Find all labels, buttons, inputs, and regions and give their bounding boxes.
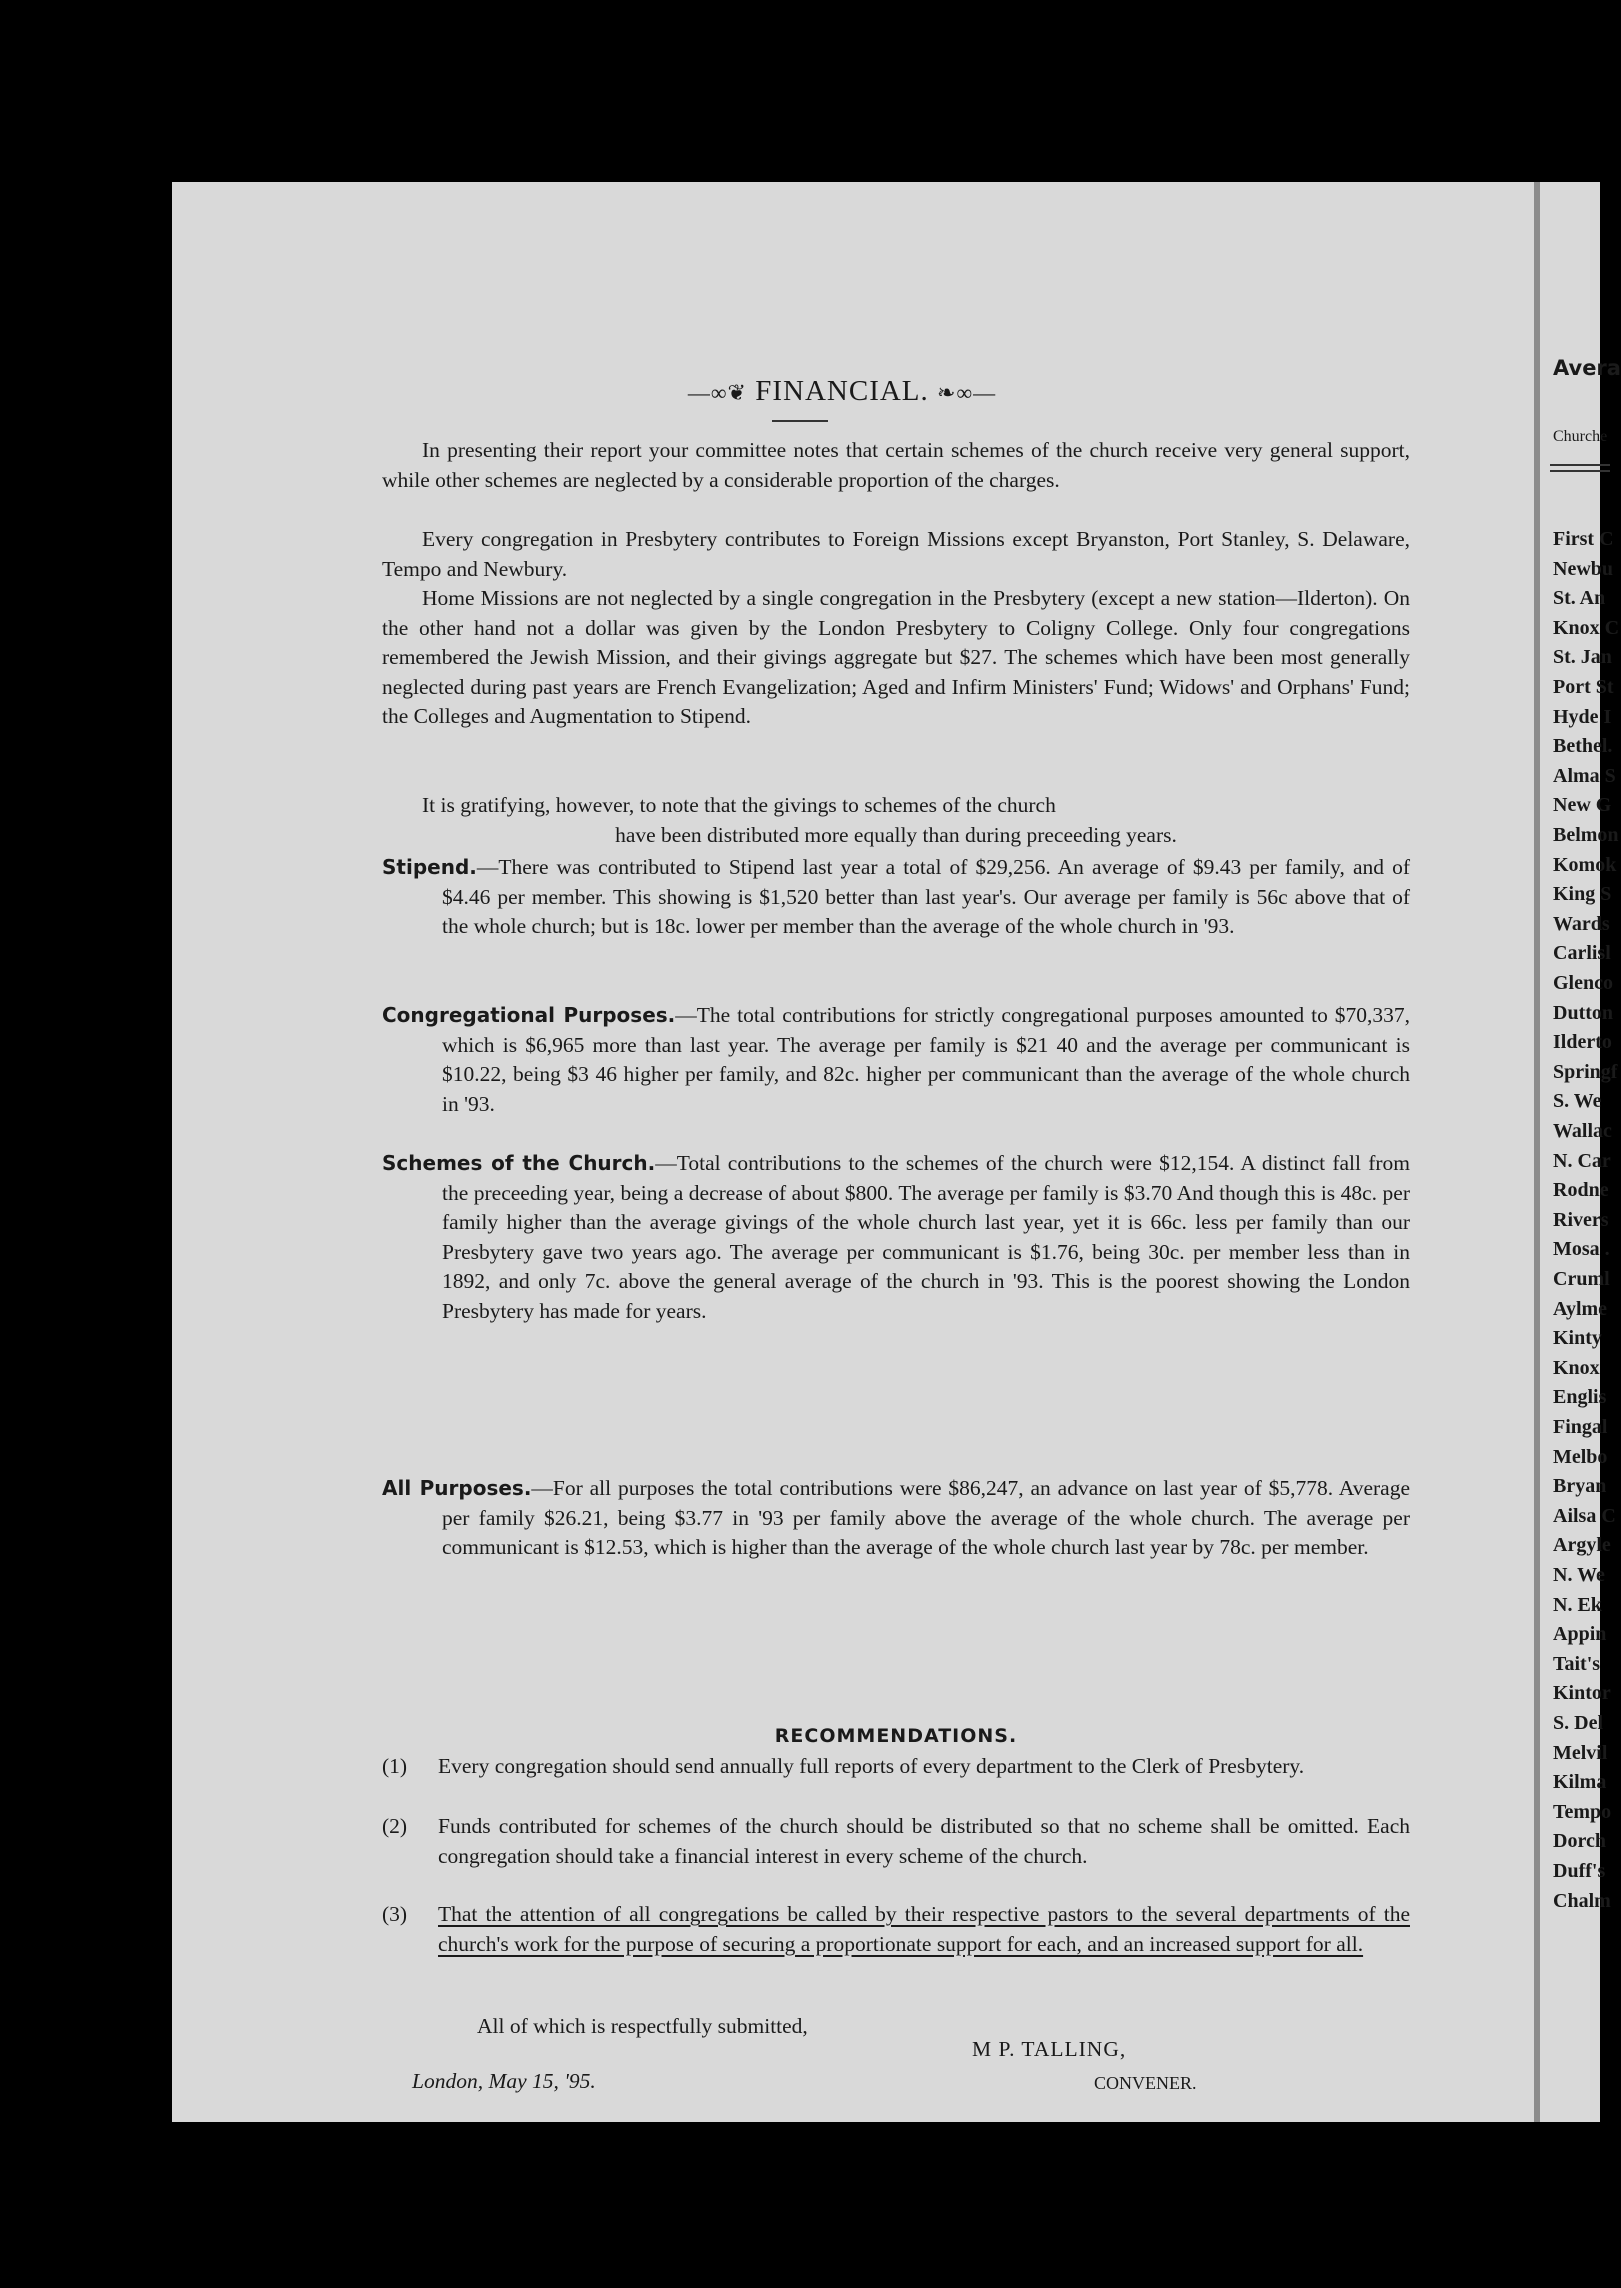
all-purposes-section bbox=[382, 1474, 1410, 1563]
schemes-section bbox=[382, 1149, 1410, 1327]
church-list-item: King S bbox=[1553, 883, 1612, 906]
heading-title: FINANCIAL. bbox=[755, 375, 929, 407]
submitted-line: All of which is respectfully submitted, bbox=[477, 2014, 808, 2038]
convener-label: CONVENER. bbox=[1094, 2073, 1197, 2093]
church-list-item: Rodne bbox=[1553, 1179, 1609, 1202]
church-list-item: Carlisl bbox=[1553, 942, 1611, 965]
recommendation-text: That the attention of all congregations be called by their respective pastors to the several departments of the church's work for the purpose of securing a proportionate support for each, and an increased support for all. bbox=[438, 1902, 1410, 1956]
right-page bbox=[1540, 182, 1621, 2122]
church-list-item: Glenco bbox=[1553, 972, 1613, 994]
church-list-item: Melbo bbox=[1553, 1445, 1608, 1468]
recommendations-title: RECOMMENDATIONS. bbox=[774, 1725, 1018, 1747]
gratifying-line-1: It is gratifying, however, to note that the givings to schemes of the church bbox=[422, 793, 1056, 817]
recommendation-number: (3) bbox=[382, 1902, 408, 1926]
church-list-item: Komok bbox=[1553, 853, 1617, 876]
stipend-text: —There was contributed to Stipend last year a total of $29,256. An average of $9.43 per family, and of $4.46 per member. This showing is $1,520 better than last year's. Our average per family is 56c above that of the whole church; but is 18c. lower per member than the average of the whole church in '93. bbox=[442, 855, 1410, 939]
church-list-item: Springf bbox=[1553, 1060, 1618, 1083]
left-page bbox=[172, 182, 1534, 2122]
church-list-item: New G bbox=[1553, 794, 1612, 817]
church-list-item: St. Jan bbox=[1553, 646, 1612, 669]
church-list-item: Wallac bbox=[1553, 1120, 1612, 1142]
church-list-item: Mosa . bbox=[1553, 1238, 1610, 1261]
signature: M P. TALLING, bbox=[972, 2037, 1127, 2061]
recommendation-text: Funds contributed for schemes of the church should be distributed so that no scheme shall be omitted. Each congregation should take a financial interest in every scheme of the church. bbox=[438, 1814, 1410, 1868]
recommendation-item bbox=[382, 1752, 1410, 1782]
church-list-item: Tait's bbox=[1553, 1652, 1601, 1675]
church-list-item: Bethel. bbox=[1553, 735, 1613, 758]
schemes-title: Schemes of the Church. bbox=[382, 1151, 656, 1175]
church-list-item: Melvil bbox=[1553, 1741, 1608, 1764]
church-list-item: Kilma bbox=[1553, 1771, 1607, 1794]
church-list-item: Appin bbox=[1553, 1623, 1607, 1646]
church-list-item: Bryan bbox=[1553, 1475, 1607, 1498]
recommendation-item bbox=[382, 1900, 1410, 1959]
church-list-item: Hyde I bbox=[1553, 705, 1612, 728]
ornament-left: —∞❦ bbox=[687, 380, 747, 405]
heading-rule bbox=[772, 420, 828, 422]
church-list-item: Cruml bbox=[1553, 1268, 1610, 1290]
church-list-item: Dutton bbox=[1553, 1001, 1614, 1024]
church-list-item: Rivers bbox=[1553, 1208, 1609, 1231]
church-list-item: Fingal bbox=[1553, 1416, 1608, 1438]
church-list-item: Port St bbox=[1553, 676, 1614, 698]
all-purposes-title: All Purposes. bbox=[382, 1476, 532, 1500]
church-list-item: Knox C bbox=[1553, 616, 1620, 639]
right-rule bbox=[1550, 464, 1610, 466]
stipend-section bbox=[382, 853, 1410, 942]
church-list-item: N. We bbox=[1553, 1564, 1605, 1586]
church-list-item: S. We bbox=[1553, 1090, 1602, 1113]
document-page bbox=[172, 182, 1621, 2122]
church-list-item: Argyle bbox=[1553, 1534, 1611, 1557]
schemes-text: —Total contributions to the schemes of the church were $12,154. A distinct fall from the preceeding year, being a decrease of about $800. The average per family is $3.70 And though this is 48c. per family higher than the average givings of the whole church last year, yet it is 66c. less per family than our Presbytery gave two years ago. The average per communicant is $1.76, being 30c. per member less than in 1892, and only 7c. above the general average of the church in '93. This is the poorest showing the London Presbytery has made for years. bbox=[442, 1151, 1410, 1323]
section-heading bbox=[642, 375, 1042, 408]
church-list-item: St. An bbox=[1553, 587, 1606, 610]
church-list-item: Wards bbox=[1553, 912, 1610, 935]
church-list-item: Belmon bbox=[1553, 824, 1619, 846]
church-list-item: Knox bbox=[1553, 1356, 1600, 1379]
recommendation-number: (2) bbox=[382, 1814, 408, 1838]
stipend-title: Stipend. bbox=[382, 855, 477, 879]
place-date: London, May 15, '95. bbox=[412, 2069, 596, 2093]
church-list-item: Dorch bbox=[1553, 1830, 1606, 1853]
church-list-item: S. Del bbox=[1553, 1712, 1603, 1734]
church-list-item: Alma S bbox=[1553, 764, 1616, 787]
ornament-right: ❧∞— bbox=[937, 380, 997, 405]
church-list-item: Ilderto bbox=[1553, 1031, 1612, 1054]
congregational-title: Congregational Purposes. bbox=[382, 1003, 676, 1027]
church-list-item: Aylme bbox=[1553, 1297, 1608, 1320]
church-list-item: Ailsa C bbox=[1553, 1504, 1616, 1527]
gratifying-line-2: have been distributed more equally than during preceeding years. bbox=[615, 823, 1177, 847]
church-list-item: Kinty bbox=[1553, 1327, 1602, 1350]
congregational-text: —The total contributions for strictly congregational purposes amounted to $70,337, which is $6,965 more than last year. The average per family is $21 40 and the average per communicant is $10.22, being $3 46 higher per family, and 82c. higher per communicant than the average of the whole church in '93. bbox=[442, 1003, 1411, 1116]
recommendation-number: (1) bbox=[382, 1754, 408, 1778]
church-list-item: First C bbox=[1553, 528, 1614, 550]
right-subheading: Churche bbox=[1553, 428, 1608, 445]
intro-paragraph: In presenting their report your committee notes that certain schemes of the church receive very general support, while other schemes are neglected by a considerable proportion of the charges. bbox=[382, 438, 1410, 492]
recommendation-text: Every congregation should send annually full reports of every department to the Clerk of Presbytery. bbox=[438, 1754, 1305, 1778]
church-list-item: N. Car bbox=[1553, 1149, 1611, 1172]
congregational-section bbox=[382, 1001, 1410, 1119]
recommendation-item bbox=[382, 1812, 1410, 1871]
church-list-item: Englis bbox=[1553, 1386, 1607, 1409]
right-rule bbox=[1550, 470, 1610, 472]
all-purposes-text: —For all purposes the total contributions were $86,247, an advance on last year of $5,778. Average per family $26.21, being $3.77 in '93 per family above the average of the whole church. The average per communicant is $12.53, which is higher than the average of the whole church last year by 78c. per member. bbox=[442, 1476, 1410, 1560]
church-list-item: Kintor bbox=[1553, 1682, 1611, 1705]
home-missions-paragraph: Home Missions are not neglected by a single congregation in the Presbytery (except a new station—Ilderton). On the other hand not a dollar was given by the London Presbytery to Coligny College. Only four congregations remembered the Jewish Mission, and their givings aggregate but $27. The schemes which have been most generally neglected during past years are French Evangelization; Aged and Infirm Ministers' Fund; Widows' and Orphans' Fund; the Colleges and Augmentation to Stipend. bbox=[382, 586, 1410, 729]
right-heading: Avera bbox=[1553, 356, 1621, 380]
church-list-item: Newbu bbox=[1553, 557, 1614, 580]
church-list-item: Duff's bbox=[1553, 1860, 1606, 1882]
church-list-item: Tempo bbox=[1553, 1800, 1612, 1823]
church-list-item: Chalm bbox=[1553, 1889, 1611, 1912]
foreign-missions-paragraph: Every congregation in Presbytery contributes to Foreign Missions except Bryanston, Port Stanley, S. Delaware, Tempo and Newbury. bbox=[382, 527, 1410, 581]
church-list-item: N. Ek bbox=[1553, 1593, 1602, 1616]
